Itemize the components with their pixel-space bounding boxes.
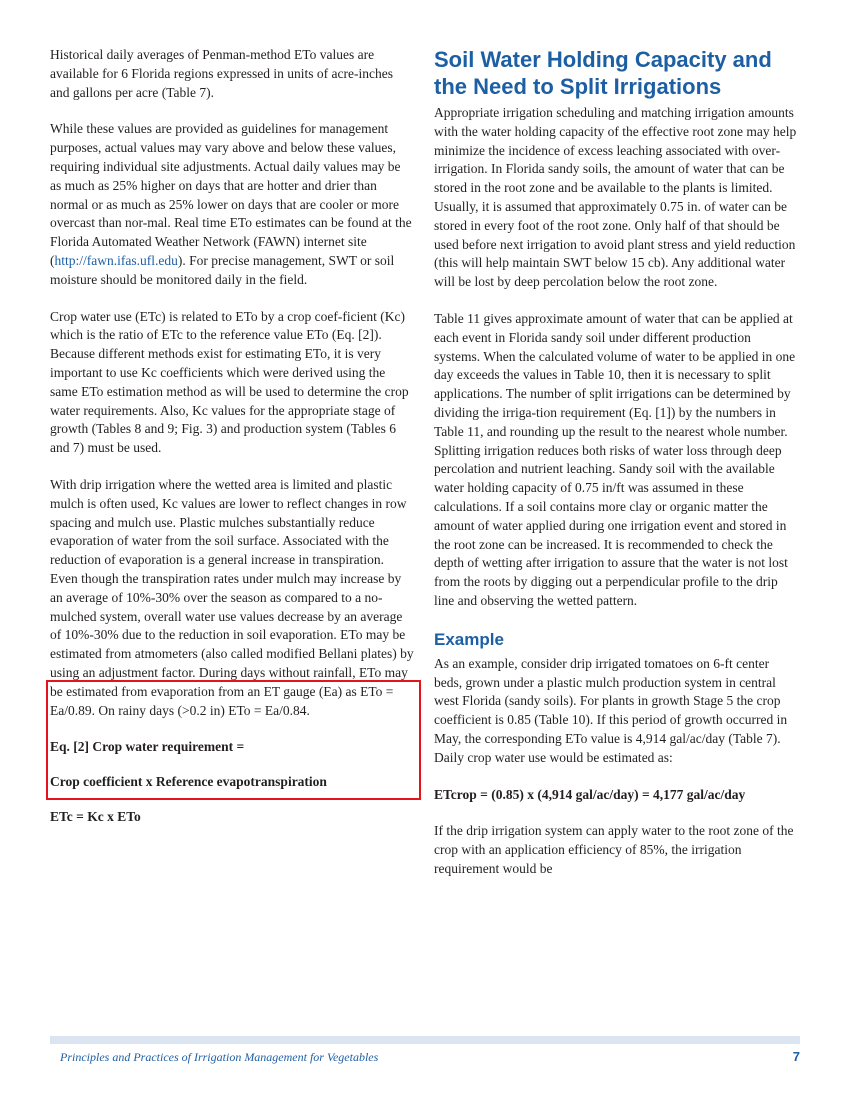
equation-title: Eq. [2] Crop water requirement = <box>50 739 245 755</box>
paragraph-eto-guidelines <box>50 120 415 289</box>
section-heading: Soil Water Holding Capacity and the Need to Split Irrigations <box>434 47 772 99</box>
paragraph-split-applications: Table 11 gives approximate amount of water that can be applied at each event in Florida sandy soil under different production systems. When the calculated volume of water to be applied in one day exceeds the values in Table 10, then it is necessary to split applications. The number of split irrigations can be determined by dividing the irriga-tion requirement (Eq. [1]) by the numbers in Table 11, and rounding up the result to the nearest whole number. Splitting irrigation reduces both risks of water loss through deep percolation and nutrient leaching. Sandy soil with the available water holding capacity of 0.75 in/ft was assumed in these calculations. If a soil contains more clay or organic matter the amount of water applied during one irrigation event and stored in the root zone can be increased. It is recommended to check the depth of wetting after irrigation to assure that the water is not lost from the roots by digging out a perpendicular profile to the drip line and observing the wetted pattern. <box>434 310 796 608</box>
right-column <box>434 46 800 897</box>
paragraph-drip-irrigation: With drip irrigation where the wetted area is limited and plastic mulch is often used, Kc values are lower to reflect changes in row spacing and mulch use. Plastic mulches substantially reduce evaporation of water from the soil surface. Associated with the reduction of evaporation is a general increase in transpiration. Even though the transpiration rates under mulch may increase by an average of 10%-30% over the season as compared to a no-mulched system, overall water use values decrease by an average of 10%-30% due to the reduction in soil evaporation. ETo may be estimated from atmometers (also called modified Bellani plates) by using an adjustment factor. During days without rainfall, ETo may be estimated from evaporation from an ET gauge (Ea) as ETo = Ea/0.89. On rainy days (>0.2 in) ETo = Ea/0.84. <box>50 476 414 718</box>
paragraph-crop-water-use: Crop water use (ETc) is related to ETo by a crop coef-ficient (Kc) which is the ratio of ETc to the reference value ETo (Eq. [2]). Because different methods exist for estimating ETo, it is very important to use Kc coefficients which were derived using the same ETo estimation method as will be used to determine the crop water requirements. Also, Kc values for the appropriate stage of growth (Tables 8 and 9; Fig. 3) and production system (Tables 6 and 7) must be used. <box>50 308 409 456</box>
equation-words: Crop coefficient x Reference evapotranspiration <box>50 774 327 790</box>
paragraph-eto-averages: Historical daily averages of Penman-method ETo values are available for 6 Florida regions expressed in units of acre-inches and gallons per acre (Table 7). <box>50 47 394 100</box>
equation-etcrop: ETcrop = (0.85) x (4,914 gal/ac/day) = 4,177 gal/ac/day <box>434 786 746 802</box>
paragraph-text: ). For precise management, SWT or soil moisture should be monitored daily in the field. <box>50 252 395 287</box>
left-column <box>50 46 415 843</box>
footer-title: Principles and Practices of Irrigation Management for Vegetables <box>60 1050 379 1064</box>
paragraph-example: As an example, consider drip irrigated tomatoes on 6-ft center beds, grown under a plastic mulch production system in central west Florida (sandy soils). For plants in growth Stage 5 the crop coefficient is 0.85 (Table 10). If this period of growth occurred in May, the corresponding ETo value is 4,914 gal/ac/day (Table 7). Daily crop water use would be estimated as: <box>434 655 788 765</box>
footer-bar <box>50 1036 800 1044</box>
page-number: 7 <box>792 1049 800 1064</box>
paragraph-irrigation-scheduling: Appropriate irrigation scheduling and matching irrigation amounts with the water holding capacity of the effective root zone may help minimize the incidence of excess leaching associated with over-irrigation. In Florida sandy soils, the amount of water that can be stored in the root zone and be available to the plants is limited. Usually, it is assumed that approximately 0.75 in. of water can be stored in every foot of the root zone. Only half of that should be used before next irrigation to avoid plant stress and yield reduction (this will help maintain SWT below 15 cb). Any additional water will be lost by deep percolation below the root zone. <box>434 105 797 290</box>
example-heading: Example <box>434 629 504 649</box>
paragraph-text: While these values are provided as guidelines for management purposes, actual values may vary above and below these values, requiring individual site adjustments. Actual daily values may be as much as 25% higher on days that are hotter and drier than normal or as much as 25% lower on days that are cooler or more overcast than nor-mal. Real time ETo estimates can be found at the Florida Automated Weather Network (FAWN) internet site ( <box>50 121 412 268</box>
paragraph-application-efficiency: If the drip irrigation system can apply water to the root zone of the crop with an application efficiency of 85%, the irrigation requirement would be <box>434 823 794 876</box>
equation-formula: ETc = Kc x ETo <box>50 808 141 824</box>
fawn-link[interactable]: http://fawn.ifas.ufl.edu <box>54 252 178 268</box>
